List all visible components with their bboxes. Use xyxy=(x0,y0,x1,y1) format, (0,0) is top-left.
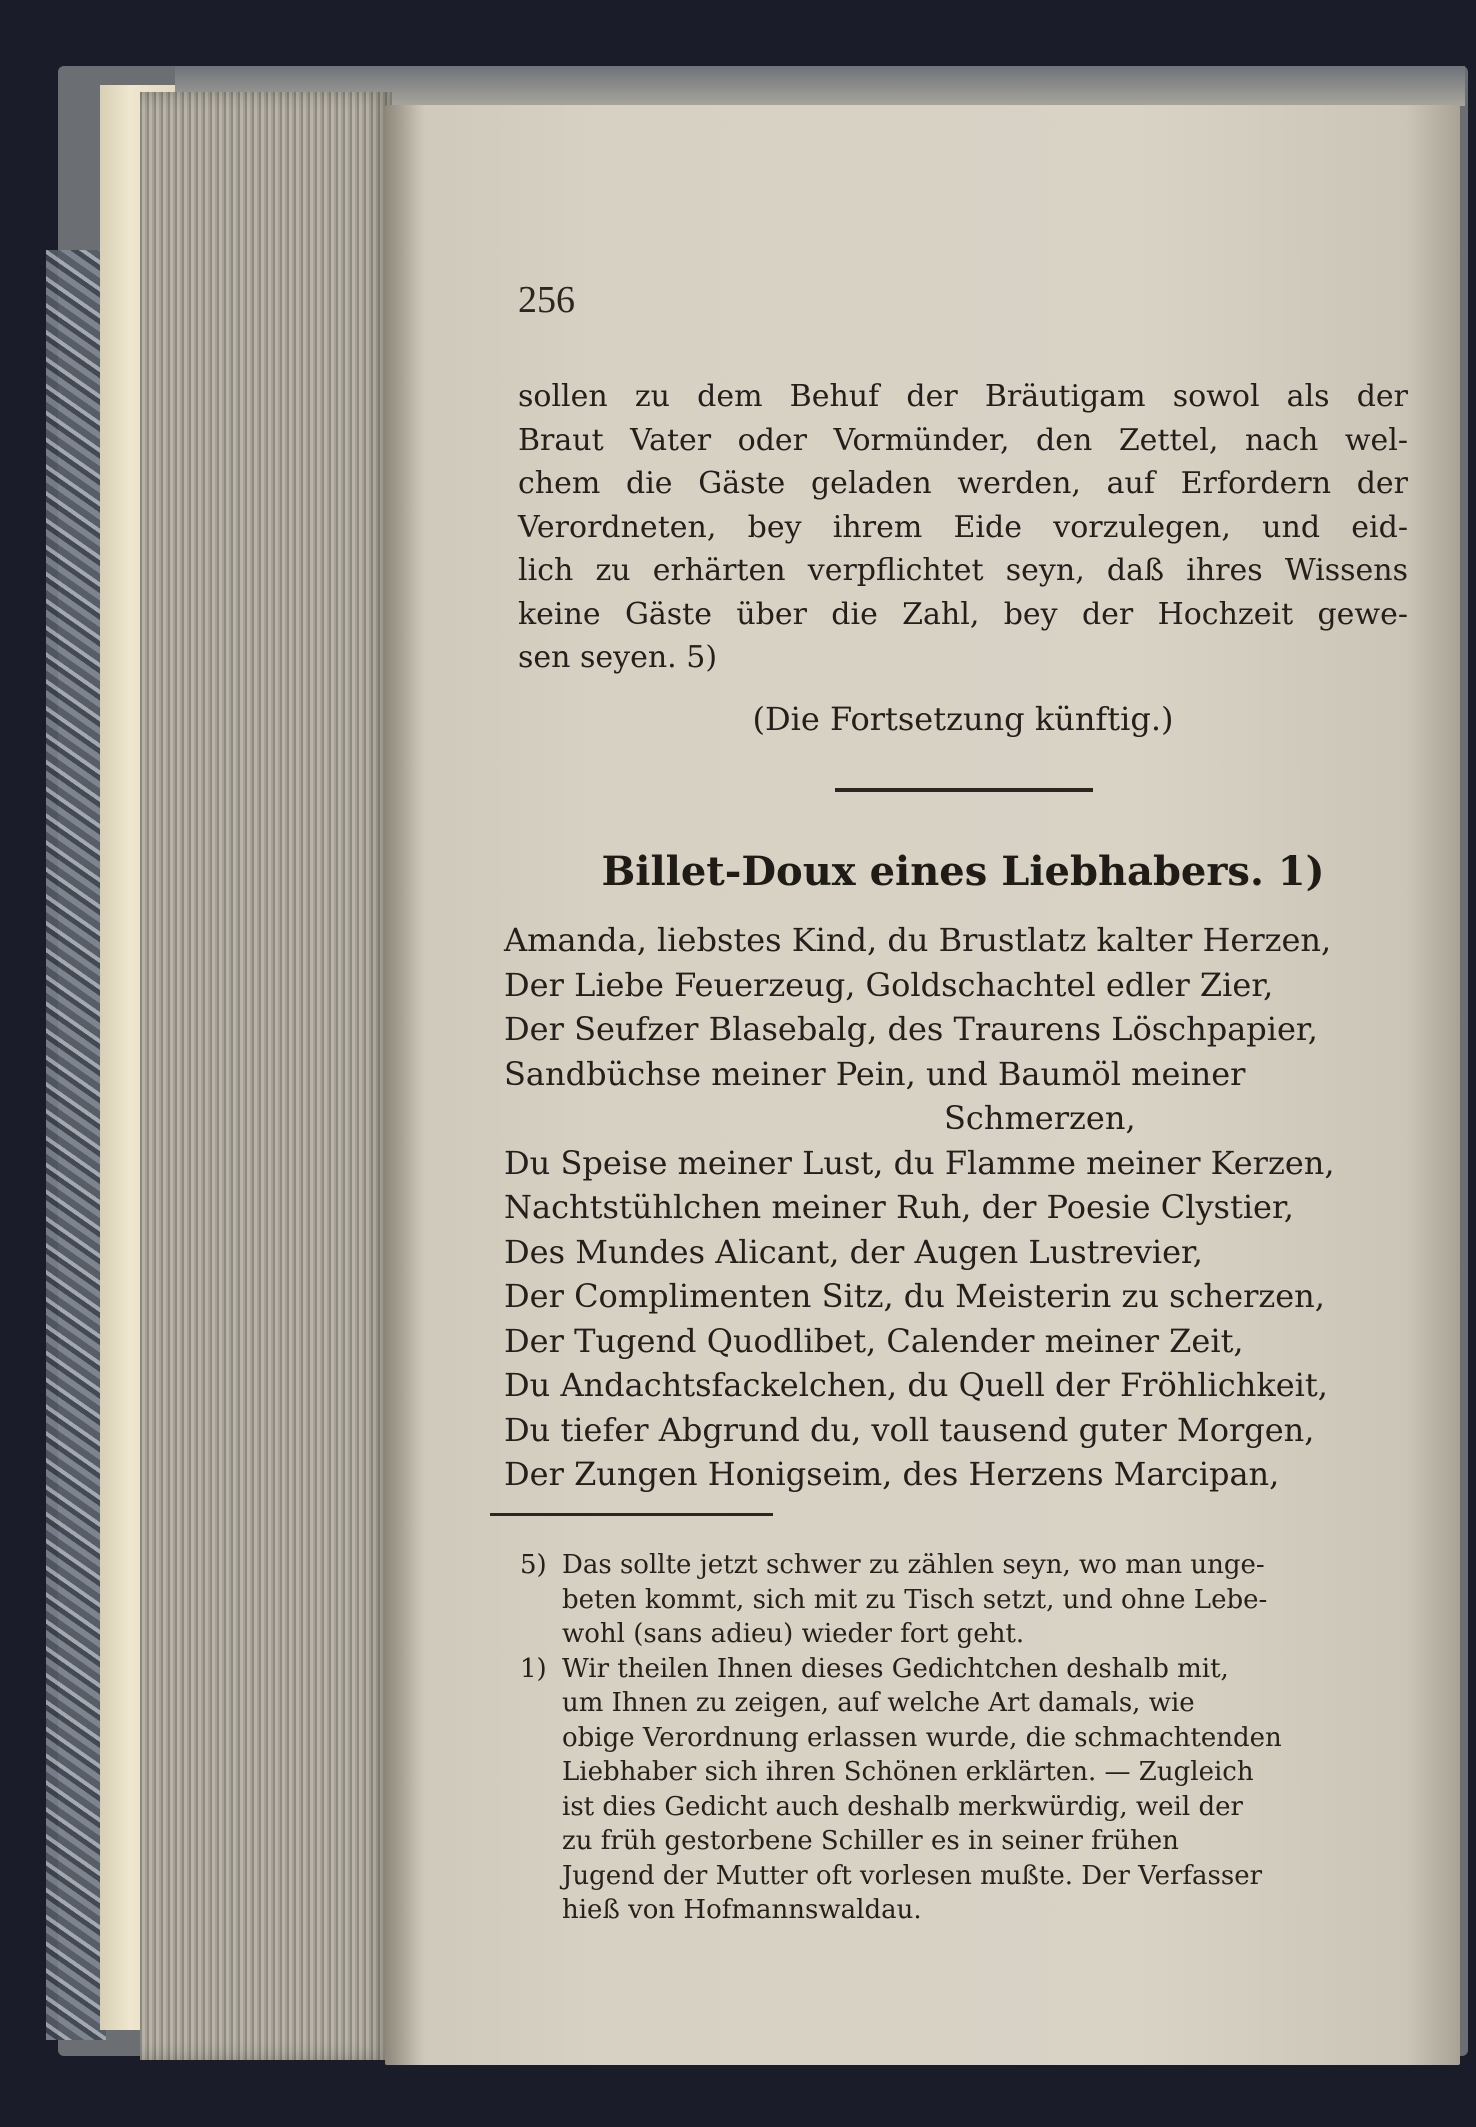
poem-line: Nachtstühlchen meiner Ruh, der Poesie Clystier, xyxy=(504,1188,1294,1226)
footnote-line: obige Verordnung erlassen wurde, die schmachtenden xyxy=(562,1722,1282,1753)
poem-line: Du Speise meiner Lust, du Flamme meiner Kerzen, xyxy=(504,1143,1335,1182)
footnote-line: Liebhaber sich ihren Schönen erklärten. — Zugleich xyxy=(562,1757,1254,1787)
poem-line: Der Zungen Honigseim, des Herzens Marcipan, xyxy=(504,1455,1280,1493)
footnote-marker: 1) xyxy=(520,1653,547,1684)
footnote-divider xyxy=(490,1513,773,1516)
footnote-line: Wir theilen Ihnen dieses Gedichtchen deshalb mit, xyxy=(562,1653,1229,1684)
body-paragraph xyxy=(518,375,1408,680)
paragraph-line: sollen zu dem Behuf der Bräutigam sowol als der xyxy=(518,379,1408,414)
footnote-line: ist dies Gedicht auch deshalb merkwürdig, weil der xyxy=(562,1791,1243,1822)
footnote xyxy=(520,1652,1370,1928)
marbled-edge xyxy=(46,250,106,2040)
poem-line: Du tiefer Abgrund du, voll tausend guter Morgen, xyxy=(504,1410,1315,1449)
page-number: 256 xyxy=(518,279,575,321)
footnote xyxy=(520,1548,1370,1652)
paragraph-line: chem die Gäste geladen werden, auf Erfordern der xyxy=(518,466,1408,501)
poem-line: Der Tugend Quodlibet, Calender meiner Zeit, xyxy=(504,1321,1244,1360)
paragraph-line: sen seyen. 5) xyxy=(518,640,718,675)
continuation-note: (Die Fortsetzung künftig.) xyxy=(752,700,1174,738)
poem-line: Amanda, liebstes Kind, du Brustlatz kalter Herzen, xyxy=(504,921,1332,959)
poem-line: Du Andachtsfackelchen, du Quell der Fröhlichkeit, xyxy=(504,1366,1328,1404)
footnotes xyxy=(520,1548,1370,1928)
footnote-line: wohl (sans adieu) wieder fort geht. xyxy=(562,1619,1025,1649)
footnote-line: um Ihnen zu zeigen, auf welche Art damals, wie xyxy=(562,1688,1195,1718)
poem-line: Der Liebe Feuerzeug, Goldschachtel edler Zier, xyxy=(504,965,1274,1004)
footnote-line: Das sollte jetzt schwer zu zählen seyn, wo man unge- xyxy=(562,1550,1265,1580)
poem-line: Der Complimenten Sitz, du Meisterin zu scherzen, xyxy=(504,1277,1325,1315)
poem xyxy=(504,918,1404,1497)
poem-line: Sandbüchse meiner Pein, und Baumöl meiner xyxy=(504,1054,1246,1093)
footnote-line: Jugend der Mutter oft vorlesen mußte. Der Verfasser xyxy=(562,1860,1263,1891)
footnote-line: zu früh gestorbene Schiller es in seiner frühen xyxy=(562,1826,1179,1856)
spine-shadow xyxy=(385,105,425,2065)
footnote-line: hieß von Hofmannswaldau. xyxy=(562,1895,922,1925)
poem-title: Billet-Doux eines Liebhabers. 1) xyxy=(601,848,1325,895)
footnote-marker: 5) xyxy=(520,1550,547,1580)
paragraph-line: lich zu erhärten verpflichtet seyn, daß ihres Wissens xyxy=(518,553,1408,588)
page-block-edges xyxy=(140,92,392,2060)
paragraph-line: keine Gäste über die Zahl, bey der Hochzeit gewe- xyxy=(518,596,1408,632)
paragraph-line: Braut Vater oder Vormünder, den Zettel, nach wel- xyxy=(518,422,1408,458)
poem-line: Schmerzen, xyxy=(944,1099,1136,1137)
paragraph-line: Verordneten, bey ihrem Eide vorzulegen, und eid- xyxy=(518,509,1408,545)
footnote-line: beten kommt, sich mit zu Tisch setzt, und ohne Lebe- xyxy=(562,1584,1268,1615)
section-divider xyxy=(835,788,1093,792)
poem-line: Der Seufzer Blasebalg, des Traurens Löschpapier, xyxy=(504,1010,1318,1048)
poem-line: Des Mundes Alicant, der Augen Lustrevier, xyxy=(504,1232,1203,1271)
